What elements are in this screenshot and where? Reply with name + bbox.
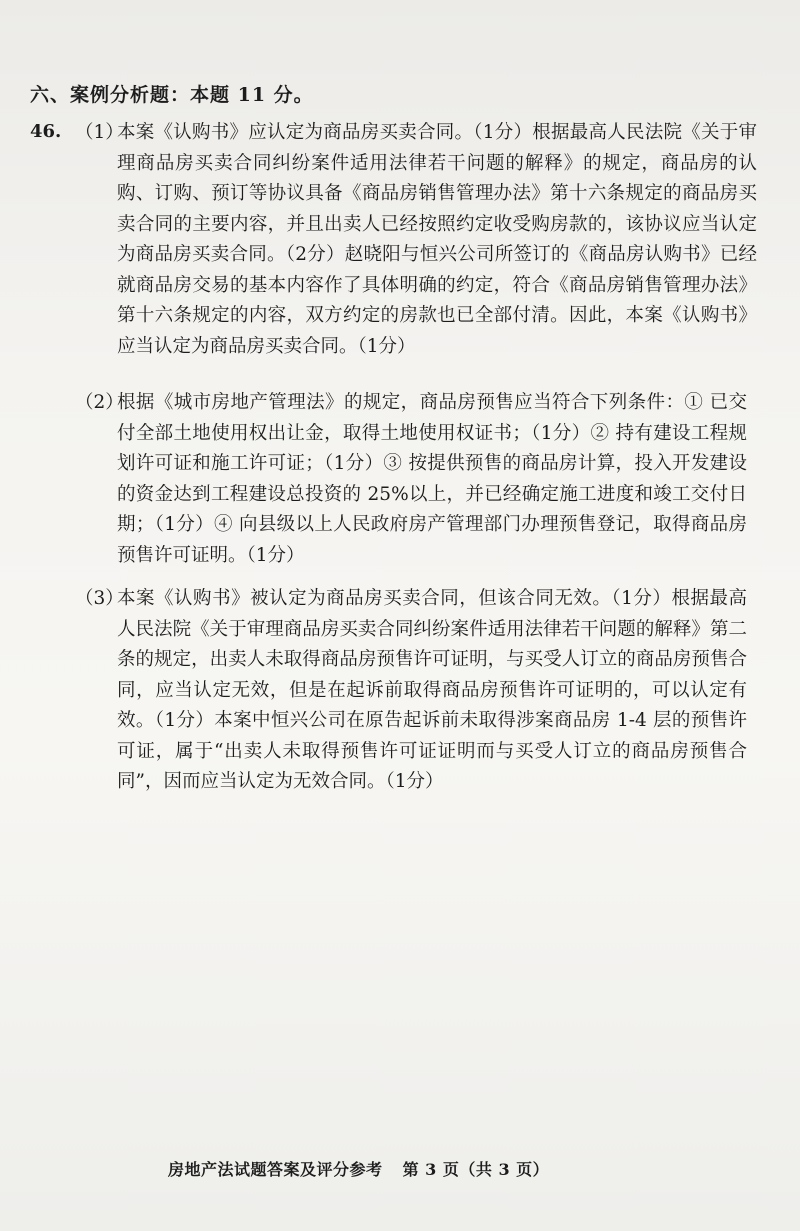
answer-item-1-label: （1）: [75, 122, 124, 143]
answer-item-2-text: 根据《城市房地产管理法》的规定，商品房预售应当符合下列条件：① 已交付全部土地使用权出让金，取得土地使用权证书；（1分）② 持有建设工程规划许可证和施工许可证；（1分）③ 按提供预售的商品房计算，投入开发建设的资金达到工程建设总投资的 25%以上，并已经确定施工进度和竣工交付日期；（1分）④ 向县级以上人民政府房产管理部门办理预售登记，取得商品房预售许可证明。（1分）: [117, 392, 747, 566]
footer-title: 房地产法试题答案及评分参考: [168, 1160, 383, 1179]
answer-item-1: [75, 118, 757, 362]
page-footer: [168, 1157, 563, 1180]
answer-item-2-label: （2）: [75, 392, 124, 413]
answer-item-3-label: （3）: [75, 588, 124, 609]
question-number: 46.: [30, 121, 62, 142]
answer-item-3-text: 本案《认购书》被认定为商品房买卖合同，但该合同无效。（1分）根据最高人民法院《关于审理商品房买卖合同纠纷案件适用法律若干问题的解释》第二条的规定，出卖人未取得商品房预售许可证明，与买受人订立的商品房预售合同，应当认定无效，但是在起诉前取得商品房预售许可证明的，可以认定有效。（1分）本案中恒兴公司在原告起诉前未取得涉案商品房 1-4 层的预售许可证，属于“出卖人未取得预售许可证证明而与买受人订立的商品房预售合同”，因而应当认定为无效合同。（1分）: [117, 588, 747, 792]
footer-page-number: 第 3 页（共 3 页）: [402, 1160, 550, 1179]
section-title: 六、案例分析题：本题 11 分。: [30, 84, 314, 106]
answer-item-1-text: 本案《认购书》应认定为商品房买卖合同。（1分）根据最高人民法院《关于审理商品房买卖合同纠纷案件适用法律若干问题的解释》的规定，商品房的认购、订购、预订等协议具备《商品房销售管理办法》第十六条规定的商品房买卖合同的主要内容，并且出卖人已经按照约定收受购房款的，该协议应当认定为商品房买卖合同。（2分）赵晓阳与恒兴公司所签订的《商品房认购书》已经就商品房交易的基本内容作了具体明确的约定，符合《商品房销售管理办法》第十六条规定的内容，双方约定的房款也已全部付清。因此，本案《认购书》应当认定为商品房买卖合同。（1分）: [117, 122, 757, 357]
answer-item-2: [75, 388, 747, 571]
answer-item-3: [75, 584, 747, 798]
